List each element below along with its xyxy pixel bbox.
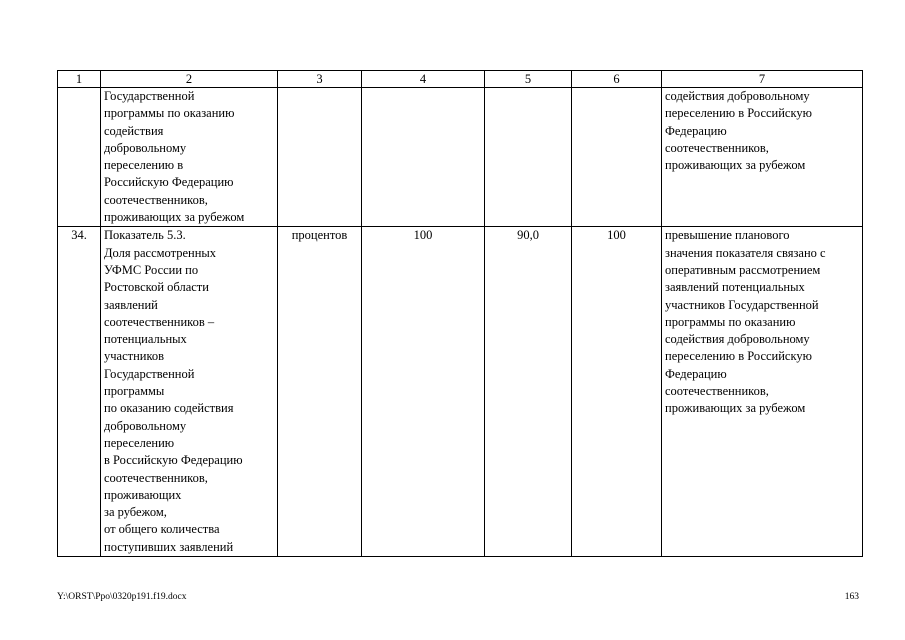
note-line: содействия добровольному [665, 332, 810, 347]
indicator-line: заявлений [104, 297, 158, 312]
indicator-line: УФМС России по [104, 262, 199, 277]
indicator-cell [101, 88, 278, 227]
note-line: Федерацию [665, 123, 727, 138]
indicator-line: Ростовской области [104, 280, 209, 295]
unit-cell: процентов [278, 227, 362, 557]
column-header-5: 5 [485, 71, 572, 88]
indicator-line: добровольному [104, 418, 187, 433]
note-line: переселению в Российскую [665, 349, 812, 364]
indicator-line: в Российскую Федерацию [104, 453, 243, 468]
indicator-line: содействия [104, 123, 164, 138]
indicator-line: потенциальных [104, 332, 187, 347]
fact-value-cell [485, 88, 572, 227]
indicator-line: Показатель 5.3. [104, 228, 186, 243]
column-header-7: 7 [662, 71, 863, 88]
note-line: участников Государственной [665, 297, 819, 312]
indicator-line: соотечественников – [104, 314, 215, 329]
indicator-line: поступивших заявлений [104, 539, 234, 554]
indicator-line: проживающих [104, 487, 182, 502]
indicator-line: соотечественников, [104, 470, 208, 485]
note-cell [662, 227, 863, 557]
note-line: заявлений потенциальных [665, 280, 805, 295]
note-line: Федерацию [665, 366, 727, 381]
note-line: оперативным рассмотрением [665, 262, 821, 277]
footer-file-path: Y:\ORST\Ppo\0320p191.f19.docx [57, 592, 187, 602]
indicator-line: Российскую Федерацию [104, 175, 234, 190]
indicator-line: участников [104, 349, 165, 364]
table-row [58, 227, 863, 557]
note-line: проживающих за рубежом [665, 158, 806, 173]
note-line: программы по оказанию [665, 314, 796, 329]
page-number: 163 [844, 592, 859, 602]
indicator-line: за рубежом, [104, 505, 167, 520]
target-value-cell [572, 88, 662, 227]
column-header-1: 1 [58, 71, 101, 88]
indicator-line: Доля рассмотренных [104, 245, 217, 260]
indicator-line: переселению [104, 435, 175, 450]
indicator-line: соотечественников, [104, 192, 208, 207]
column-header-6: 6 [572, 71, 662, 88]
indicator-line: Государственной [104, 89, 195, 103]
column-header-4: 4 [362, 71, 485, 88]
row-number-cell: 34. [58, 227, 101, 557]
note-line: превышение планового [665, 228, 790, 243]
note-line: переселению в Российскую [665, 106, 812, 121]
column-header-3: 3 [278, 71, 362, 88]
indicator-cell [101, 227, 278, 557]
indicator-line: переселению в [104, 158, 184, 173]
indicator-line: по оказанию содействия [104, 401, 234, 416]
note-line: соотечественников, [665, 384, 769, 399]
column-header-2: 2 [101, 71, 278, 88]
table-row [58, 88, 863, 227]
note-cell [662, 88, 863, 227]
indicator-line: Государственной [104, 366, 195, 381]
indicator-line: добровольному [104, 140, 187, 155]
target-value-cell: 100 [572, 227, 662, 557]
fact-value-cell: 90,0 [485, 227, 572, 557]
indicator-line: программы [104, 384, 165, 399]
unit-cell [278, 88, 362, 227]
plan-value-cell: 100 [362, 227, 485, 557]
row-number-cell [58, 88, 101, 227]
note-line: значения показателя связано с [665, 245, 826, 260]
note-line: содействия добровольному [665, 89, 810, 103]
note-line: соотечественников, [665, 140, 769, 155]
indicator-line: от общего количества [104, 522, 220, 537]
plan-value-cell [362, 88, 485, 227]
header-row [58, 71, 863, 88]
indicator-line: проживающих за рубежом [104, 210, 245, 225]
indicator-line: программы по оказанию [104, 106, 235, 121]
note-line: проживающих за рубежом [665, 401, 806, 416]
report-table [57, 70, 863, 557]
